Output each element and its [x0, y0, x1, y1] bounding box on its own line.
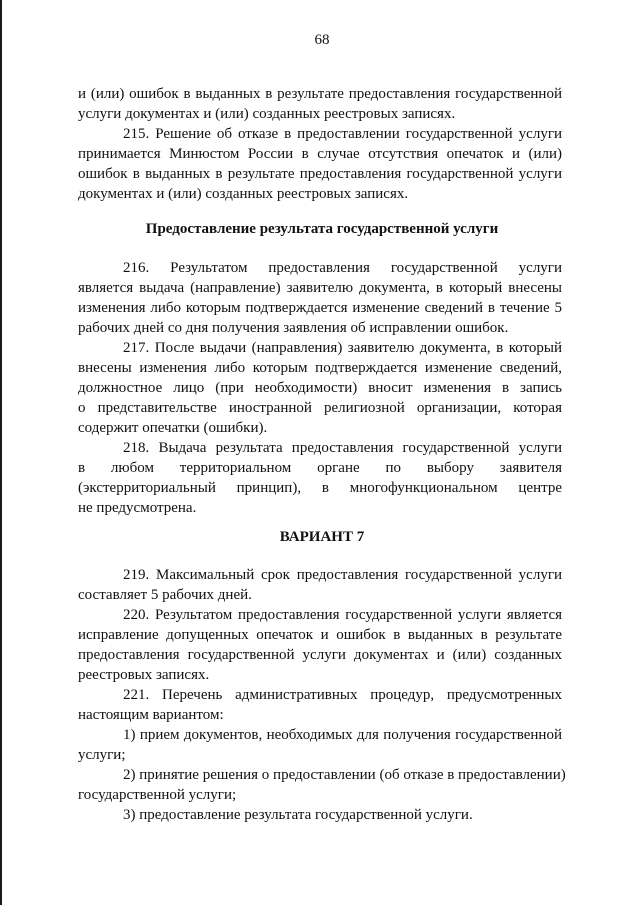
text-line: настоящим вариантом: [78, 707, 224, 723]
text-line: государственной услуги; [78, 787, 237, 803]
list-item-2: 2) принятие решения о предоставлении (об отказе в предоставлении) [123, 767, 566, 783]
text-line: (экстерриториальный принцип), в многофункциональном центре [78, 480, 562, 496]
text-line: изменения либо которым подтверждается изменение сведений в течение 5 [78, 300, 562, 316]
text-line: составляет 5 рабочих дней. [78, 587, 252, 603]
text-line: рабочих дней со дня получения заявления об исправлении ошибок. [78, 320, 509, 336]
text-line: о представительстве иностранной религиозной организации, которая [78, 400, 562, 416]
text-line: является выдача (направление) заявителю документа, в который внесены [78, 280, 562, 296]
text-line: услуги; [78, 747, 126, 763]
text-line: услуги документах и (или) созданных реестровых записях. [78, 106, 456, 122]
paragraph-219-line: 219. Максимальный срок предоставления государственной услуги [123, 567, 562, 583]
text-line: в любом территориальном органе по выбору заявителя [78, 460, 562, 476]
paragraph-215-line: 215. Решение об отказе в предоставлении государственной услуги [123, 126, 562, 142]
text-line: не предусмотрена. [78, 500, 197, 516]
paragraph-217-line: 217. После выдачи (направления) заявителю документа, в который [123, 340, 562, 356]
paragraph-216-line: 216. Результатом предоставления государственной услуги [123, 260, 562, 276]
paragraph-221-line: 221. Перечень административных процедур, предусмотренных [123, 687, 562, 703]
text-line: реестровых записях. [78, 667, 210, 683]
list-item-3: 3) предоставление результата государственной услуги. [123, 807, 473, 823]
text-line: ошибок в выданных в результате предоставления государственной услуги [78, 166, 562, 182]
variant-heading: ВАРИАНТ 7 [279, 529, 365, 545]
text-line: принимается Минюстом России в случае отсутствия опечаток и (или) [78, 146, 562, 162]
text-line: документах и (или) созданных реестровых записях. [78, 186, 409, 202]
text-line: должностное лицо (при необходимости) вносит изменения в запись [78, 380, 562, 396]
text-line: внесены изменения либо которым подтверждается изменение сведений, [78, 360, 562, 376]
text-line: и (или) ошибок в выданных в результате предоставления государственной [78, 86, 562, 102]
list-item-1: 1) прием документов, необходимых для получения государственной [123, 727, 562, 743]
paragraph-218-line: 218. Выдача результата предоставления государственной услуги [123, 440, 562, 456]
section-heading: Предоставление результата государственной услуги [145, 221, 499, 237]
text-line: исправление допущенных опечаток и ошибок в выданных в результате [78, 627, 562, 643]
paragraph-220-line: 220. Результатом предоставления государственной услуги является [123, 607, 562, 623]
text-line: содержит опечатки (ошибки). [78, 420, 268, 436]
text-line: предоставления государственной услуги документах и (или) созданных [78, 647, 562, 663]
page-number: 68 [314, 32, 330, 48]
